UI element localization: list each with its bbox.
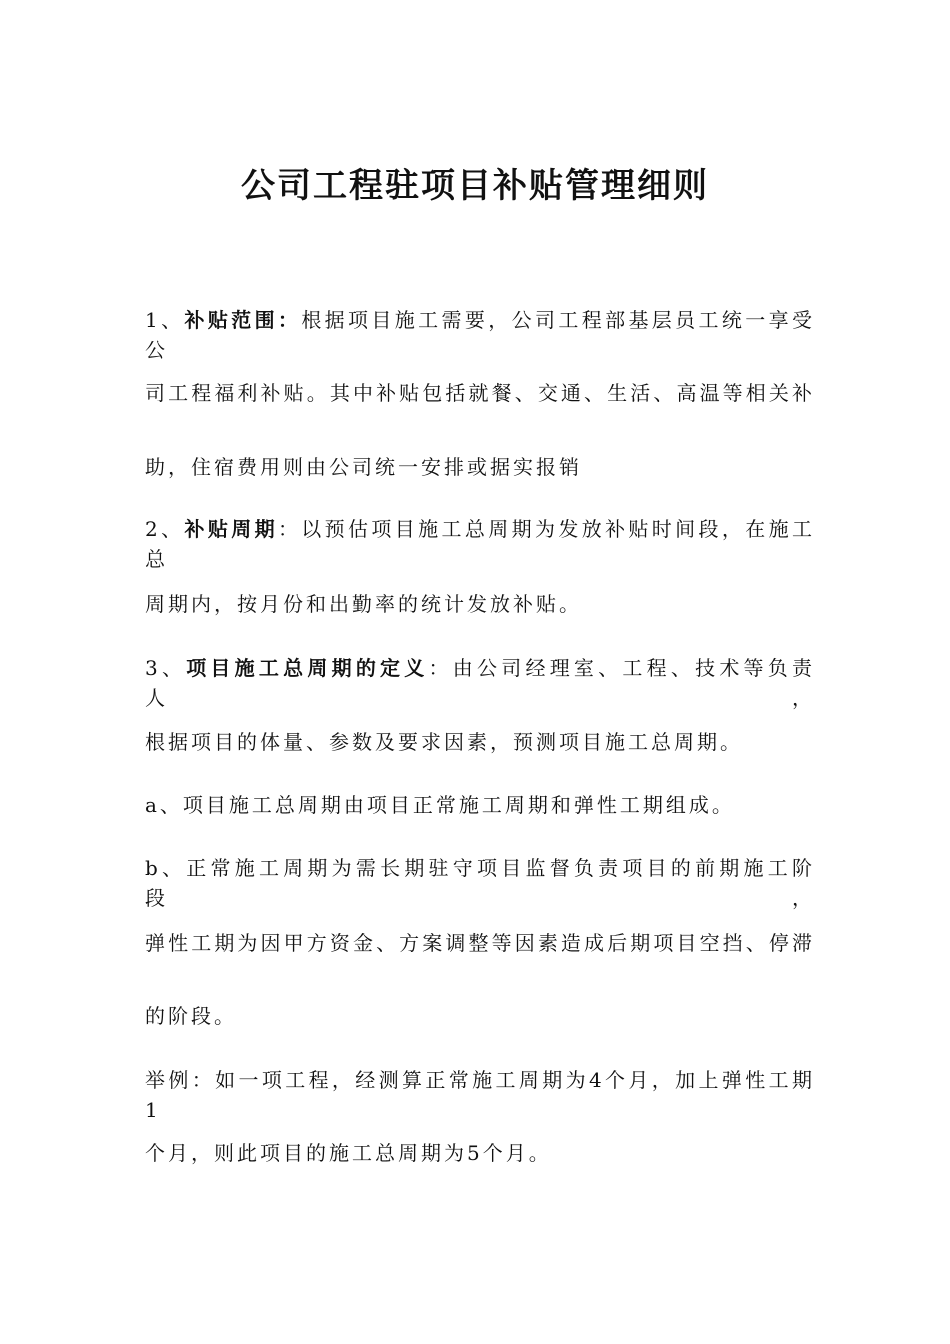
section-1-line-2: 司工程福利补贴。其中补贴包括就餐、交通、生活、高温等相关补 [145,381,815,405]
section-2-line-2: 周期内，按月份和出勤率的统计发放补贴。 [145,592,582,616]
section-3-line-1 [145,653,816,710]
section-3-number: 3、 [145,656,187,680]
section-2-number: 2、 [145,517,185,541]
section-3-heading: 项目施工总周期的定义 [186,656,429,680]
section-1-number: 1、 [145,308,185,332]
section-3-line-2: 根据项目的体量、参数及要求因素，预测项目施工总周期。 [145,730,743,754]
section-1-text: 根据项目施工需要，公司工程部基层员工统一享受公 [145,308,816,362]
section-1-line-3: 助，住宿费用则由公司统一安排或据实报销 [145,455,582,479]
section-1-line-1 [145,305,816,362]
item-a-line: a、项目施工总周期由项目正常施工周期和弹性工期组成。 [145,793,735,817]
item-b-line-2: 弹性工期为因甲方资金、方案调整等因素造成后期项目空挡、停滞 [145,931,815,955]
section-2-text: ：以预估项目施工总周期为发放补贴时间段，在施工总 [145,517,816,571]
item-b-line-1: b、正常施工周期为需长期驻守项目监督负责项目的前期施工阶段， [145,856,815,910]
example-line-1: 举例：如一项工程，经测算正常施工周期为4个月，加上弹性工期1 [145,1068,815,1122]
item-b-line-3: 的阶段。 [145,1004,237,1028]
section-1-heading: 补贴范围： [184,308,302,332]
section-3-text: ：由公司经理室、工程、技术等负责人， [145,656,816,710]
section-2-line-1 [145,514,816,571]
document-title: 公司工程驻项目补贴管理细则 [241,166,709,206]
example-line-2: 个月，则此项目的施工总周期为5个月。 [145,1141,552,1165]
section-2-heading: 补贴周期 [184,517,278,541]
